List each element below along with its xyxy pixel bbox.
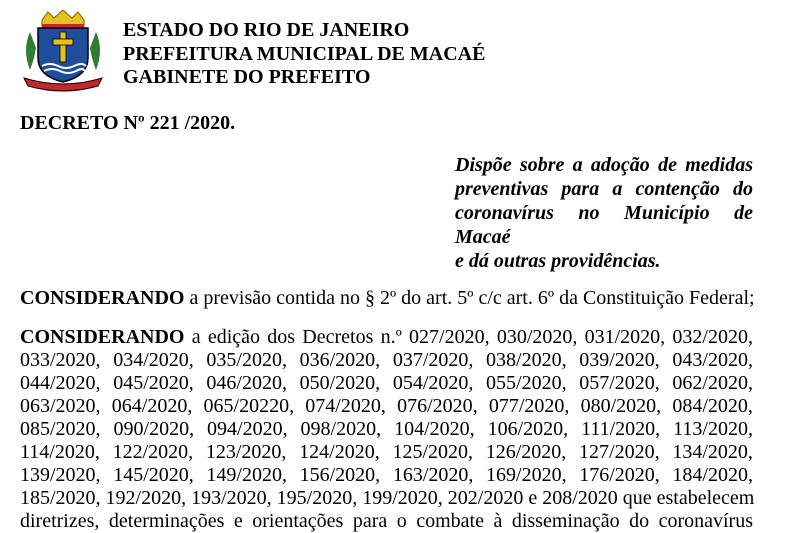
paragraph-line (20, 464, 753, 487)
ementa (455, 153, 753, 273)
ementa-line: preventivas para a contenção do (455, 178, 753, 200)
paragraph-line (20, 326, 753, 349)
decree-title: DECRETO Nº 221 /2020. (20, 112, 236, 134)
considerando-paragraph (20, 326, 753, 533)
decree-number: 090/2020, (113, 418, 195, 440)
decree-body (20, 287, 753, 533)
decree-number: 163/2020, (392, 464, 474, 486)
decree-number: 145/2020, (113, 464, 194, 486)
decree-number: 156/2020, (299, 464, 381, 486)
header-state: ESTADO DO RIO DE JANEIRO (123, 19, 410, 41)
considerando-keyword: CONSIDERANDO (20, 326, 185, 348)
decree-number: 030/2020, (496, 326, 578, 348)
decree-number: 149/2020, (206, 464, 287, 486)
header-office: GABINETE DO PREFEITO (123, 66, 371, 88)
decree-number: 043/2020, (672, 349, 753, 371)
decree-number: 046/2020, (206, 372, 287, 394)
considerando-keyword: CONSIDERANDO (20, 287, 185, 309)
decree-number: 139/2020, (20, 464, 101, 486)
decree-number: 064/2020, (111, 395, 193, 417)
decree-number: 094/2020, (207, 418, 288, 440)
ementa-line: coronavírus no Município de Macaé (455, 202, 753, 248)
decree-number: 080/2020, (580, 395, 662, 417)
decree-number: 045/2020, (113, 372, 194, 394)
ementa-line: Dispõe sobre a adoção de medidas (455, 154, 753, 176)
word: n.º (380, 326, 402, 348)
decree-number: 038/2020, (486, 349, 567, 371)
decree-number: 032/2020, (672, 326, 753, 348)
decree-number: 125/2020, (392, 441, 474, 463)
paragraph-line (20, 349, 753, 372)
word: dos (267, 326, 296, 348)
decree-number: 065/20220, (203, 395, 295, 417)
paragraph-line (20, 418, 753, 441)
decree-number: 039/2020, (579, 349, 660, 371)
decree-number: 176/2020, (579, 464, 660, 486)
paragraph-line: 185/2020, 192/2020, 193/2020, 195/2020, 199/2020, 202/2020 e 208/2020 que estabelecem (20, 487, 755, 509)
paragraph-line (20, 395, 753, 418)
decree-number: 111/2020, (581, 418, 661, 440)
decree-number: 050/2020, (299, 372, 381, 394)
paragraph-line (20, 372, 753, 395)
decree-number: 127/2020, (579, 441, 660, 463)
ementa-line: e dá outras providências. (455, 250, 661, 272)
decree-number: 055/2020, (486, 372, 567, 394)
decree-number: 124/2020, (299, 441, 380, 463)
decree-number: 044/2020, (20, 372, 101, 394)
decree-number: 113/2020, (673, 418, 753, 440)
coat-of-arms-logo (20, 10, 106, 92)
decree-number: 169/2020, (486, 464, 567, 486)
decree-number: 106/2020, (487, 418, 569, 440)
word: Decretos (302, 326, 374, 348)
paragraph-line: diretrizes, determinações e orientações para o combate à disseminação do coronavírus (20, 510, 753, 532)
decree-number: 063/2020, (20, 395, 101, 417)
decree-number: 098/2020, (300, 418, 382, 440)
decree-number: 036/2020, (299, 349, 381, 371)
decree-number: 057/2020, (579, 372, 660, 394)
document-header (123, 19, 485, 90)
header-prefecture: PREFEITURA MUNICIPAL DE MACAÉ (123, 42, 486, 65)
word: a (191, 326, 201, 348)
decree-number: 126/2020, (485, 441, 567, 463)
decree-number: 123/2020, (205, 441, 287, 463)
decree-number: 134/2020, (672, 441, 753, 463)
decree-number: 037/2020, (392, 349, 474, 371)
decree-number: 062/2020, (672, 372, 753, 394)
decree-number: 033/2020, (20, 349, 101, 371)
decree-number: 076/2020, (397, 395, 478, 417)
decree-number: 077/2020, (488, 395, 570, 417)
decree-number: 122/2020, (112, 441, 194, 463)
decree-number: 031/2020, (584, 326, 666, 348)
decree-number: 084/2020, (672, 395, 753, 417)
paragraph-line (20, 441, 753, 464)
decree-number: 034/2020, (113, 349, 194, 371)
paragraph-text: a previsão contida no § 2º do art. 5º c/c art. 6º da Constituição Federal; (184, 287, 755, 309)
decree-number: 027/2020, (409, 326, 490, 348)
decree-number: 054/2020, (392, 372, 474, 394)
decree-number: 074/2020, (305, 395, 386, 417)
decree-number: 085/2020, (20, 418, 101, 440)
decree-number: 035/2020, (206, 349, 287, 371)
decree-number: 184/2020, (672, 464, 753, 486)
considerando-paragraph (20, 287, 753, 310)
decree-number: 104/2020, (394, 418, 475, 440)
word: edição (207, 326, 261, 348)
decree-number: 114/2020, (20, 441, 100, 463)
